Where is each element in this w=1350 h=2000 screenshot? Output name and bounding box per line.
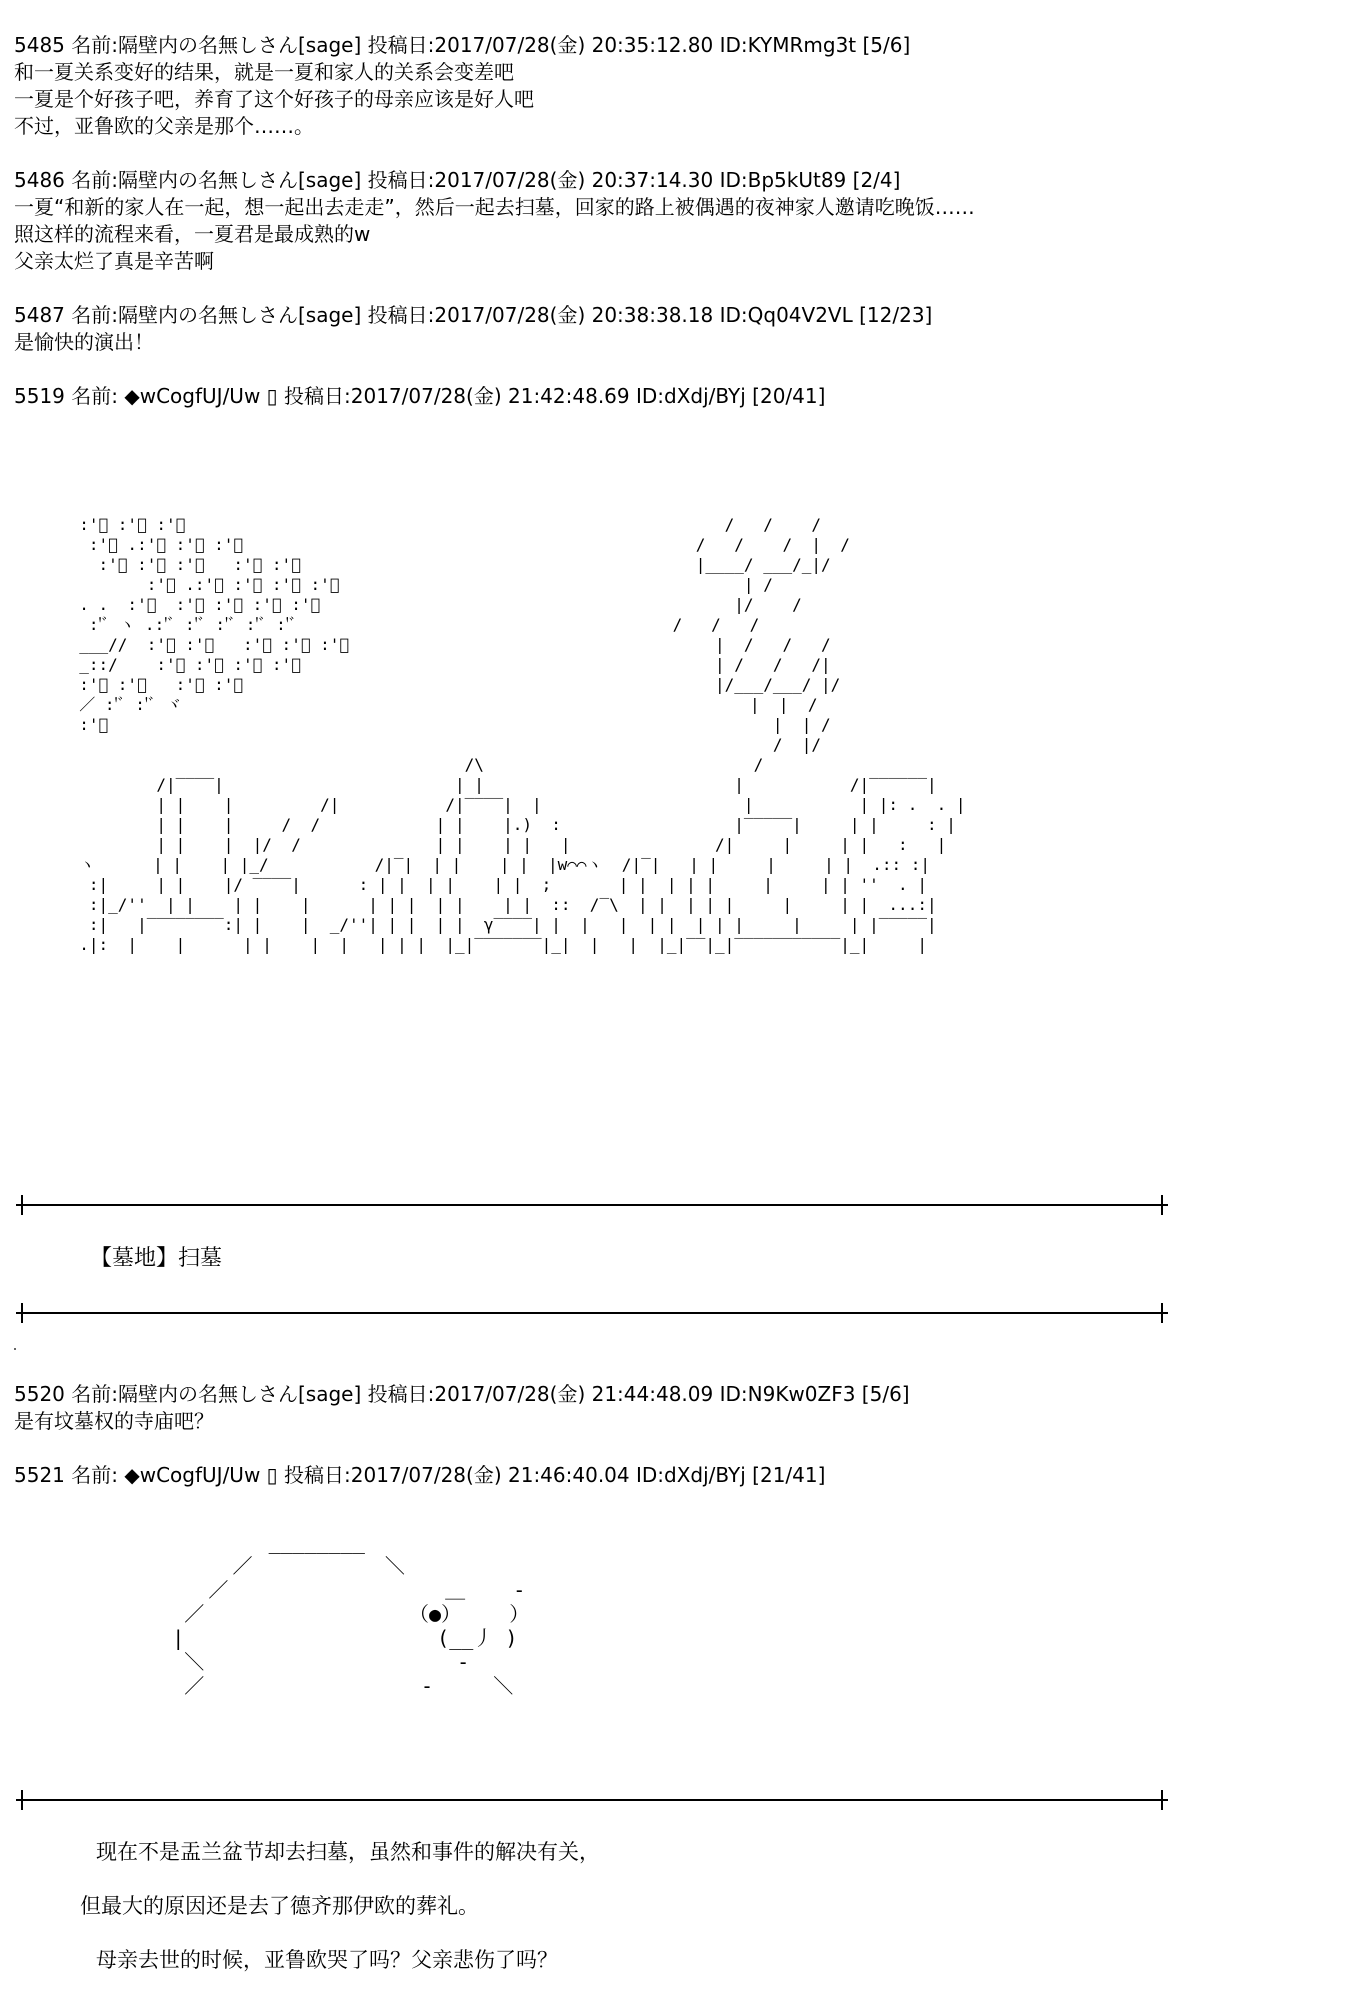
ascii-art-character: ________ ／ ＼ ／ ＿ ‐ ／ （●） ） | (__丿 ) ＼ ‐ ／ ‐ ＼ <box>172 1530 530 1698</box>
post-line: 一夏是个好孩子吧，养育了这个好孩子的母亲应该是好人吧 <box>14 87 534 111</box>
post-line: 一夏“和新的家人在一起，想一起出去走走”，然后一起去扫墓，回家的路上被偶遇的夜神家人邀请吃晚饭…… <box>14 195 975 219</box>
post-header: 5519 名前: ◆wCogfUJ/Uw ▯ 投稿日:2017/07/28(金) 21:42:48.69 ID:dXdj/BYj [20/41] <box>14 384 826 408</box>
narration-line: 现在不是盂兰盆节却去扫墓，虽然和事件的解决有关， <box>96 1840 600 1864</box>
post-header: 5487 名前:隔壁内の名無しさん[sage] 投稿日:2017/07/28(金) 20:38:38.18 ID:Qq04V2VL [12/23] <box>14 303 933 327</box>
post-line: 不过，亚鲁欧的父亲是那个……。 <box>14 114 314 138</box>
narration-line: 母亲去世的时候，亚鲁欧哭了吗？父亲悲伤了吗？ <box>96 1948 558 1972</box>
post-line: 和一夏关系变好的结果，就是一夏和家人的关系会变差吧 <box>14 60 514 84</box>
scene-caption: 【墓地】扫墓 <box>90 1246 223 1271</box>
post-header: 5486 名前:隔壁内の名無しさん[sage] 投稿日:2017/07/28(金) 20:37:14.30 ID:Bp5kUt89 [2/4] <box>14 168 901 192</box>
post-line: 父亲太烂了真是辛苦啊 <box>14 249 214 273</box>
scene-divider <box>16 1195 1168 1215</box>
post-header: 5485 名前:隔壁内の名無しさん[sage] 投稿日:2017/07/28(金) 20:35:12.80 ID:KYMRmg3t [5/6] <box>14 33 911 57</box>
post-line: 是有坟墓权的寺庙吧？ <box>14 1409 214 1433</box>
post-header: 5521 名前: ◆wCogfUJ/Uw ▯ 投稿日:2017/07/28(金) 21:46:40.04 ID:dXdj/BYj [21/41] <box>14 1463 826 1487</box>
post-line: 照这样的流程来看，一夏君是最成熟的w <box>14 222 371 246</box>
post-header: 5520 名前:隔壁内の名無しさん[sage] 投稿日:2017/07/28(金) 21:44:48.09 ID:N9Kw0ZF3 [5/6] <box>14 1382 910 1406</box>
post-line: 是愉快的演出！ <box>14 330 154 354</box>
scene-divider <box>16 1303 1168 1323</box>
scene-divider <box>16 1790 1168 1810</box>
ascii-art-cityscape: :'ﾞ :'ﾞ :'ﾞ / / / :'ﾞ .:'ﾞ :'ﾞ :'ﾞ / / / | / :'ﾞ :'ﾞ :'ﾞ :'ﾞ :'ﾞ |____/ ___/_|/ :'ﾞ .:'ﾞ :'ﾞ :'ﾞ :'ﾞ | / . . :'ﾞ :'ﾞ :'ﾞ :'ﾞ :'ﾞ |/ / :'ﾞ ヽ .:'ﾞ :'ﾞ :'ﾞ :'ﾞ :'ﾞ / / / ___// :'ﾞ :'ﾞ :'ﾞ :'ﾞ :'ﾞ | / / / _::/ :'ﾞ :'ﾞ :'ﾞ :'ﾞ | / / /| :'ﾞ :'ﾞ :'ﾞ :'ﾞ |/___/___/ |/ ／ :'ﾞ :'ﾞ ヾ | | / :'ﾞ | | / / |/ /\ / /|‾‾‾‾| | | | /|‾‾‾‾‾‾| | | | /| /|‾‾‾‾| | | | |: . . | | | | / / | | |.) : |‾‾‾‾‾| | | : | | | | |/ / | | | | | /| | | | : | ヽ | | | |_/ /|‾| | | | | |w⌒⌒ヽ /|‾| | | | | | .:: :| :| | | |/ ‾‾‾‾| : | | | | | | ; | | | | | | | | '' . | :|_/'' | | | | | | | | | | | | :: /‾\ | | | | | | | | ...:| :| |‾‾‾‾‾‾‾‾:| | | _/''| | | | | γ‾‾‾‾| | | | | | | | | | | |‾‾‾‾‾| .|: | | | | | | | | | |_|‾‾‾‾‾‾‾|_| | | |_|‾‾|_|‾‾‾‾‾‾‾‾‾‾‾|_| | <box>79 515 966 954</box>
stray-dot <box>14 1348 16 1350</box>
narration-line: 但最大的原因还是去了德齐那伊欧的葬礼。 <box>80 1894 479 1918</box>
